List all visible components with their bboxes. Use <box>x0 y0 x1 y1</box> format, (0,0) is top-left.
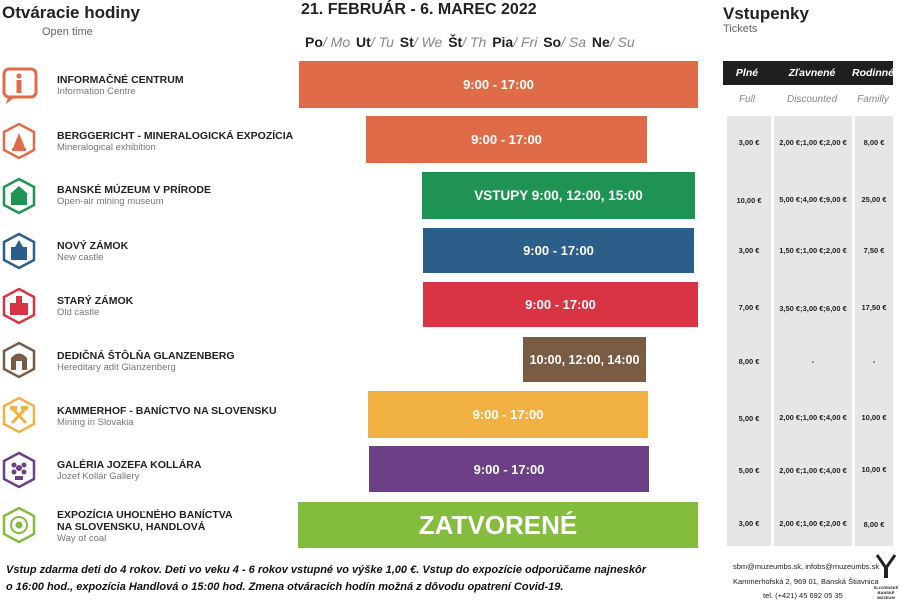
museum-logo-text: SLOVENSKÉ BANSKÉ MÚZEUM <box>873 585 899 600</box>
price-family: 8,00 € <box>863 520 885 529</box>
page-subtitle: Open time <box>42 26 93 38</box>
venue-name-en: Jozef Kollár Gallery <box>57 471 140 482</box>
venue-name: KAMMERHOF - BANÍCTVO NA SLOVENSKU <box>57 405 277 417</box>
venue-name-en: Way of coal <box>57 533 107 544</box>
hours-bar: 9:00 - 17:00 <box>366 116 647 163</box>
price-full: 5,00 € <box>738 414 760 423</box>
old-castle-icon <box>2 287 36 325</box>
price-full: 7,00 € <box>738 303 760 312</box>
venue-name-en: Hereditary adit Glanzenberg <box>57 362 176 373</box>
castle-icon <box>2 232 36 270</box>
venue-name-en: Information Centre <box>57 86 136 97</box>
coal-icon <box>2 506 36 544</box>
price-full: 8,00 € <box>738 357 760 366</box>
hours-bar: VSTUPY 9:00, 12:00, 15:00 <box>422 172 695 219</box>
day-sat: So/ Sa <box>543 34 587 50</box>
price-discounted: 2,00 €;1,00 €;2,00 € <box>779 519 847 528</box>
venue-name: GALÉRIA JOZEFA KOLLÁRA <box>57 459 202 471</box>
hours-bar: 9:00 - 17:00 <box>299 61 698 108</box>
discounted-price-column <box>774 116 852 546</box>
price-family: 10,00 € <box>861 465 887 474</box>
venue-name-en: Mining in Slovakia <box>57 417 134 428</box>
hours-bar: 10:00, 12:00, 14:00 <box>523 337 646 382</box>
flower-icon <box>2 451 36 489</box>
venue-name: BANSKÉ MÚZEUM V PRÍRODE <box>57 184 212 196</box>
day-wed: St/ We <box>399 34 443 50</box>
crystal-icon <box>2 122 36 160</box>
museum-logo <box>873 552 899 600</box>
venue-name-en: New castle <box>57 252 104 263</box>
adit-icon <box>2 341 36 379</box>
date-range: 21. FEBRUÁR - 6. MAREC 2022 <box>301 1 537 18</box>
footer-note-line2: o 16:00 hod., expozícia Handlová o 15:00 hod. Zmena otváracích hodín možná z dôvodu opatrení Covid-19. <box>6 581 564 593</box>
day-mon: Po/ Mo <box>305 34 351 50</box>
price-discounted: 5,00 €;4,00 €;9,00 € <box>779 195 847 204</box>
price-full: 3,00 € <box>738 519 760 528</box>
day-fri: Pia/ Fri <box>492 34 538 50</box>
contact-address: Kammerhofská 2, 969 01, Banská Štiavnica <box>733 577 879 586</box>
price-full: 5,00 € <box>738 466 760 475</box>
venue-name-en: Mineralogical exhibition <box>57 142 156 153</box>
price-family: 25,00 € <box>861 195 887 204</box>
venue-name: EXPOZÍCIA UHOĽNÉHO BANÍCTVA <box>57 509 233 521</box>
mine-building-icon <box>2 177 36 215</box>
hours-bar: 9:00 - 17:00 <box>369 446 649 492</box>
venue-name-en: Old castle <box>57 307 100 318</box>
price-full: 3,00 € <box>738 246 760 255</box>
price-discounted: 2,00 €;1,00 €;2,00 € <box>779 138 847 147</box>
price-full: 10,00 € <box>736 196 762 205</box>
day-thu: Št/ Th <box>448 34 487 50</box>
price-discounted: 2,00 €;1,00 €;4,00 € <box>779 466 847 475</box>
tickets-subtitle: Tickets <box>723 23 758 35</box>
venue-name: NOVÝ ZÁMOK <box>57 240 129 252</box>
days-header <box>305 34 637 50</box>
ticket-header <box>723 61 893 85</box>
hours-bar: 9:00 - 17:00 <box>368 391 648 438</box>
day-tue: Ut/ Tu <box>356 34 394 50</box>
venue-name: STARÝ ZÁMOK <box>57 295 134 307</box>
venue-name-line2: NA SLOVENSKU, HANDLOVÁ <box>57 521 206 533</box>
price-family: 7,50 € <box>863 246 885 255</box>
price-discounted: 1,50 €;1,00 €;2,00 € <box>779 246 847 255</box>
venue-name: DEDIČNÁ ŠTÔLŇA GLANZENBERG <box>57 350 235 362</box>
venue-name: BERGGERICHT - MINERALOGICKÁ EXPOZÍCIA <box>57 130 294 142</box>
col-discounted: Zľavnené <box>788 67 836 79</box>
price-family: 10,00 € <box>861 413 887 422</box>
full-price-column <box>727 116 771 546</box>
hours-bar: 9:00 - 17:00 <box>423 228 694 273</box>
family-price-column <box>855 116 893 546</box>
col-family: Rodinné <box>852 67 894 79</box>
venue-name-en: Open-air mining museum <box>57 196 164 207</box>
price-discounted: 2,00 €;1,00 €;4,00 € <box>779 413 847 422</box>
ticket-subheader: Full Discounted Familly <box>738 94 889 105</box>
price-family: 17,50 € <box>861 303 887 312</box>
price-discounted: - <box>811 357 815 366</box>
col-full: Plné <box>735 67 759 79</box>
hammers-icon <box>2 396 36 434</box>
price-family: 8,00 € <box>863 138 885 147</box>
closed-bar: ZATVORENÉ <box>298 502 698 548</box>
info-icon <box>2 67 36 105</box>
page-title: Otváracie hodiny <box>2 3 140 22</box>
footer-note-line1: Vstup zdarma deti do 4 rokov. Deti vo veku 4 - 6 rokov vstupné vo výške 1,00 €. Vstup do expozície odporúčame najneskôr <box>6 564 647 576</box>
contact-phone: tel. (+421) 45 692 05 35 <box>763 591 843 600</box>
price-discounted: 3,50 €;3,00 €;6,00 € <box>779 304 847 313</box>
contact-email[interactable]: sbm@muzeumbs.sk, infobs@muzeumbs.sk <box>733 562 880 571</box>
day-sun: Ne/ Su <box>591 34 635 50</box>
price-full: 3,00 € <box>738 138 760 147</box>
hours-bar: 9:00 - 17:00 <box>423 282 698 327</box>
price-family: - <box>872 357 876 366</box>
tickets-title: Vstupenky <box>723 4 809 23</box>
venue-name: INFORMAČNÉ CENTRUM <box>57 74 184 86</box>
